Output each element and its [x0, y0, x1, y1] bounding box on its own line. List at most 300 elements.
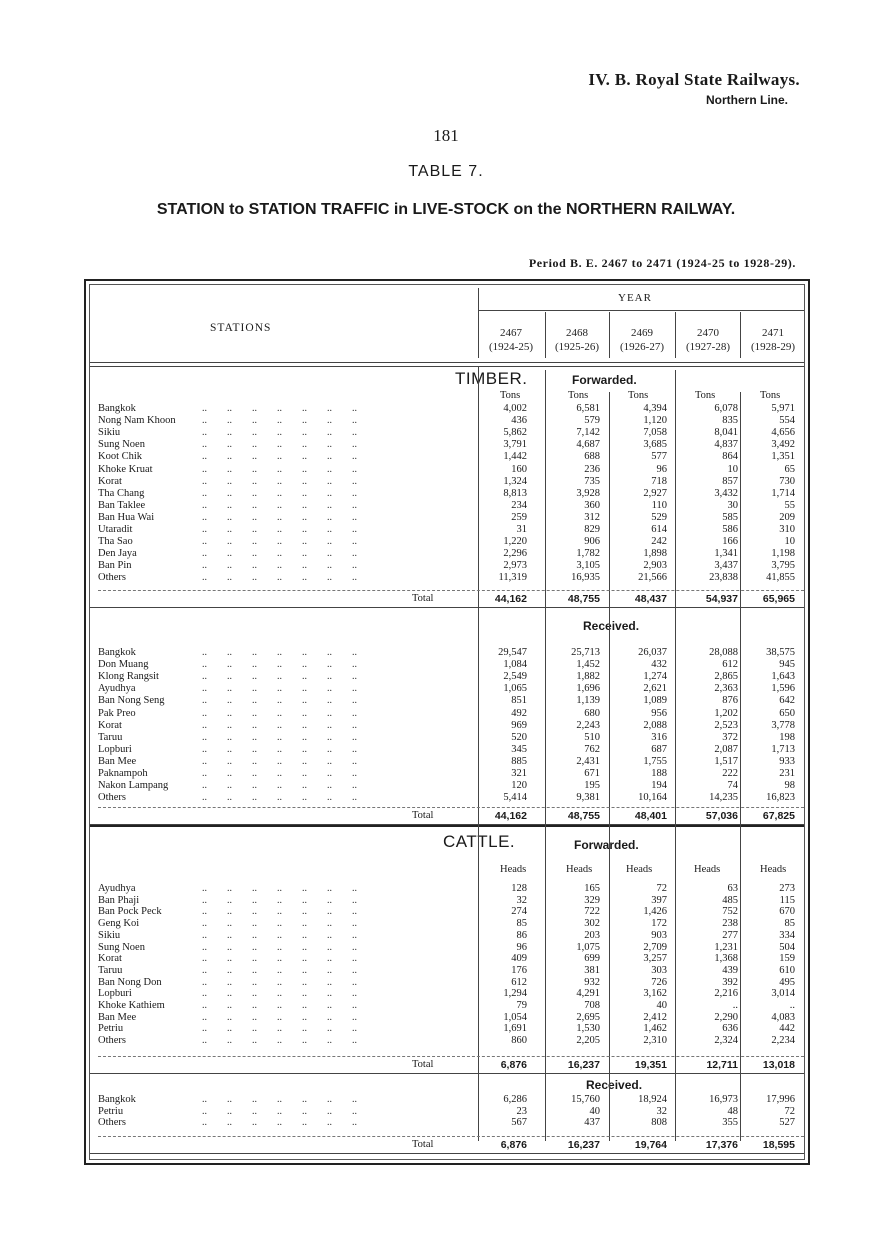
cell-value: 115	[779, 894, 795, 906]
cell-value: 7,058	[643, 427, 667, 439]
cell-value: 4,083	[771, 1011, 795, 1023]
cell-value: 345	[511, 743, 527, 755]
cell-value: 4,291	[576, 988, 600, 1000]
total-value: 48,755	[567, 593, 600, 605]
cell-value: 302	[584, 918, 600, 930]
cell-value: 110	[651, 499, 667, 511]
cell-value: 26,037	[638, 647, 667, 658]
leader-dots: .. .. .. .. .. .. ..	[202, 1117, 357, 1129]
timber-forwarded-row	[0, 427, 892, 439]
station-name: Utaradit	[98, 524, 133, 535]
cell-value: 1,643	[771, 671, 795, 683]
year-col-2468: 2468 (1925-26)	[555, 327, 599, 353]
cell-value: 2,927	[643, 487, 667, 499]
total-rule	[98, 807, 804, 808]
cell-value: 7,142	[576, 427, 600, 439]
year-col-2471: 2471 (1928-29)	[751, 327, 795, 353]
total-value: 44,162	[494, 810, 527, 822]
cell-value: 864	[722, 451, 738, 463]
station-name: Others	[98, 792, 126, 804]
cattle-unit-5: Heads	[760, 864, 787, 875]
cell-value: 2,290	[714, 1011, 738, 1023]
cell-value: ..	[789, 1000, 795, 1011]
leader-dots: .. .. .. .. .. .. ..	[202, 487, 357, 499]
timber-unit-2: Tons	[568, 390, 589, 401]
cattle-forwarded-row	[0, 1012, 892, 1024]
cattle-forwarded-row	[0, 906, 892, 918]
cell-value: 41,855	[766, 572, 795, 584]
cell-value: 372	[722, 731, 738, 743]
cell-value: 3,791	[503, 439, 527, 451]
timber-received-row	[0, 744, 892, 756]
cell-value: 3,162	[643, 988, 667, 1000]
cell-value: 32	[516, 894, 527, 906]
cell-value: 74	[727, 780, 738, 792]
cell-value: 96	[516, 941, 527, 953]
cattle-received-total-row	[0, 1139, 892, 1151]
timber-forwarded-row	[0, 512, 892, 524]
cell-value: 392	[722, 976, 738, 988]
total-value: 48,755	[567, 810, 600, 822]
cell-value: 1,713	[771, 743, 795, 755]
cell-value: 10	[727, 463, 738, 475]
cell-value: 585	[722, 511, 738, 523]
cell-value: 310	[779, 524, 795, 535]
leader-dots: .. .. .. .. .. .. ..	[202, 683, 357, 695]
cell-value: 726	[651, 976, 667, 988]
cell-value: 1,691	[503, 1023, 527, 1035]
cell-value: 16,823	[766, 792, 795, 804]
cell-value: 334	[779, 929, 795, 941]
cell-value: 1,341	[714, 548, 738, 560]
cell-value: 234	[511, 499, 527, 511]
cell-value: 2,243	[576, 719, 600, 731]
cell-value: 680	[584, 707, 600, 719]
cell-value: 3,105	[576, 560, 600, 572]
total-rule	[98, 1056, 804, 1057]
year-col-2467: 2467 (1924-25)	[489, 327, 533, 353]
cell-value: 3,432	[714, 487, 738, 499]
cell-value: 48	[727, 1105, 738, 1117]
station-name: Others	[98, 1117, 126, 1129]
timber-received-row	[0, 780, 892, 792]
cell-value: 23,838	[709, 572, 738, 584]
total-bottom-rule	[90, 607, 804, 608]
leader-dots: .. .. .. .. .. .. ..	[202, 560, 357, 572]
cell-value: ..	[732, 1000, 738, 1011]
year-left-rule	[478, 288, 479, 358]
table-label: TABLE 7.	[408, 163, 484, 180]
cell-value: 969	[511, 719, 527, 731]
cell-value: 439	[722, 964, 738, 976]
station-name: Den Jaya	[98, 548, 137, 560]
cell-value: 2,865	[714, 671, 738, 683]
cell-value: 1,696	[576, 683, 600, 695]
cell-value: 8,813	[503, 487, 527, 499]
station-name: Others	[98, 572, 126, 584]
leader-dots: .. .. .. .. .. .. ..	[202, 906, 357, 918]
cell-value: 2,621	[643, 683, 667, 695]
total-value: 48,437	[634, 593, 667, 605]
cell-value: 5,971	[771, 403, 795, 414]
cell-value: 195	[584, 780, 600, 792]
cell-value: 1,065	[503, 683, 527, 695]
year-col-2470: 2470 (1927-28)	[686, 327, 730, 353]
cell-value: 5,414	[503, 792, 527, 804]
cell-value: 1,120	[643, 415, 667, 427]
cell-value: 72	[784, 1105, 795, 1117]
cell-value: 2,205	[576, 1035, 600, 1047]
cell-value: 851	[511, 695, 527, 707]
station-name: Lopburi	[98, 743, 132, 755]
timber-forwarded-row	[0, 572, 892, 584]
page-number: 181	[433, 126, 459, 145]
cell-value: 79	[516, 1000, 527, 1011]
cell-value: 28,088	[709, 647, 738, 658]
cell-value: 274	[511, 906, 527, 918]
leader-dots: .. .. .. .. .. .. ..	[202, 976, 357, 988]
cell-value: 1,054	[503, 1011, 527, 1023]
cattle-received-row	[0, 1094, 892, 1106]
timber-forwarded-row	[0, 464, 892, 476]
leader-dots: .. .. .. .. .. .. ..	[202, 475, 357, 487]
year-heading: YEAR	[618, 292, 652, 304]
timber-unit-5: Tons	[760, 390, 781, 401]
station-name: Bangkok	[98, 647, 136, 658]
leader-dots: .. .. .. .. .. .. ..	[202, 403, 357, 414]
timber-unit-1: Tons	[500, 390, 521, 401]
cell-value: 485	[722, 894, 738, 906]
timber-title: TIMBER.	[455, 369, 528, 388]
timber-forwarded-label: Forwarded.	[572, 373, 637, 387]
cell-value: 4,002	[503, 403, 527, 414]
total-value: 18,595	[762, 1139, 795, 1151]
leader-dots: .. .. .. .. .. .. ..	[202, 918, 357, 930]
cell-value: 906	[584, 536, 600, 548]
cell-value: 15,760	[571, 1094, 600, 1105]
cell-value: 612	[722, 659, 738, 671]
station-name: Ayudhya	[98, 883, 136, 894]
cell-value: 259	[511, 511, 527, 523]
leader-dots: .. .. .. .. .. .. ..	[202, 572, 357, 584]
cell-value: 321	[511, 768, 527, 779]
cattle-forwarded-row	[0, 1000, 892, 1012]
total-value: 19,764	[634, 1139, 667, 1151]
cattle-unit-2: Heads	[566, 864, 593, 875]
timber-forwarded-row	[0, 439, 892, 451]
leader-dots: .. .. .. .. .. .. ..	[202, 894, 357, 906]
leader-dots: .. .. .. .. .. .. ..	[202, 780, 357, 792]
leader-dots: .. .. .. .. .. .. ..	[202, 953, 357, 965]
cell-value: 586	[722, 524, 738, 535]
cell-value: 762	[584, 743, 600, 755]
cell-value: 722	[584, 906, 600, 918]
leader-dots: .. .. .. .. .. .. ..	[202, 988, 357, 1000]
timber-received-total-row	[0, 810, 892, 822]
cell-value: 1,198	[771, 548, 795, 560]
stations-heading: STATIONS	[210, 322, 272, 334]
cell-value: 2,216	[714, 988, 738, 1000]
cell-value: 303	[651, 964, 667, 976]
leader-dots: .. .. .. .. .. .. ..	[202, 929, 357, 941]
leader-dots: .. .. .. .. .. .. ..	[202, 964, 357, 976]
cell-value: 4,394	[643, 403, 667, 414]
station-name: Sikiu	[98, 427, 121, 439]
cell-value: 956	[651, 707, 667, 719]
leader-dots: .. .. .. .. .. .. ..	[202, 731, 357, 743]
station-name: Koot Chik	[98, 451, 143, 463]
leader-dots: .. .. .. .. .. .. ..	[202, 511, 357, 523]
timber-forwarded-row	[0, 524, 892, 536]
cell-value: 730	[779, 475, 795, 487]
cell-value: 636	[722, 1023, 738, 1035]
station-name: Paknampoh	[98, 768, 148, 779]
leader-dots: .. .. .. .. .. .. ..	[202, 439, 357, 451]
cell-value: 2,523	[714, 719, 738, 731]
cell-value: 2,973	[503, 560, 527, 572]
station-name: Geng Koi	[98, 918, 140, 930]
cell-value: 1,462	[643, 1023, 667, 1035]
total-value: 12,711	[706, 1059, 738, 1071]
timber-forwarded-row	[0, 560, 892, 572]
leader-dots: .. .. .. .. .. .. ..	[202, 463, 357, 475]
cell-value: 2,296	[503, 548, 527, 560]
station-name: Ayudhya	[98, 683, 136, 695]
cell-value: 242	[651, 536, 667, 548]
timber-unit-3: Tons	[628, 390, 649, 401]
station-name: Petriu	[98, 1023, 124, 1035]
cell-value: 23	[516, 1105, 527, 1117]
cell-value: 236	[584, 463, 600, 475]
cell-value: 2,234	[771, 1035, 795, 1047]
total-value: 6,876	[500, 1139, 527, 1151]
cell-value: 857	[722, 475, 738, 487]
timber-received-row	[0, 708, 892, 720]
cell-value: 1,084	[503, 659, 527, 671]
cell-value: 442	[779, 1023, 795, 1035]
cell-value: 10,164	[638, 792, 667, 804]
cattle-forwarded-row	[0, 965, 892, 977]
cell-value: 688	[584, 451, 600, 463]
cell-value: 16,973	[709, 1094, 738, 1105]
cell-value: 72	[656, 883, 667, 894]
cell-value: 2,363	[714, 683, 738, 695]
cell-value: 8,041	[714, 427, 738, 439]
cell-value: 579	[584, 415, 600, 427]
total-value: 19,351	[634, 1059, 667, 1071]
cell-value: 85	[516, 918, 527, 930]
cell-value: 11,319	[498, 572, 527, 584]
cell-value: 835	[722, 415, 738, 427]
station-name: Ban Pock Peck	[98, 906, 162, 918]
station-name: Korat	[98, 953, 122, 965]
cell-value: 397	[651, 894, 667, 906]
total-bottom-rule	[90, 1153, 804, 1154]
cell-value: 55	[784, 499, 795, 511]
cell-value: 222	[722, 768, 738, 779]
station-name: Korat	[98, 475, 122, 487]
cell-value: 1,231	[714, 941, 738, 953]
cell-value: 3,685	[643, 439, 667, 451]
cell-value: 554	[779, 415, 795, 427]
total-label: Total	[412, 1059, 434, 1070]
station-name: Ban Mee	[98, 1011, 137, 1023]
timber-received-row	[0, 756, 892, 768]
cell-value: 2,324	[714, 1035, 738, 1047]
cell-value: 903	[651, 929, 667, 941]
cell-value: 172	[651, 918, 667, 930]
station-name: Nakon Lampang	[98, 780, 169, 792]
cell-value: 18,924	[638, 1094, 667, 1105]
station-name: Ban Nong Seng	[98, 695, 165, 707]
cell-value: 14,235	[709, 792, 738, 804]
timber-forwarded-row	[0, 476, 892, 488]
cell-value: 687	[651, 743, 667, 755]
station-name: Khoke Kathiem	[98, 1000, 165, 1011]
cattle-forwarded-row	[0, 895, 892, 907]
timber-unit-4: Tons	[695, 390, 716, 401]
cattle-title: CATTLE.	[443, 832, 516, 851]
station-name: Ban Mee	[98, 755, 137, 767]
cattle-forwarded-row	[0, 883, 892, 895]
cell-value: 885	[511, 755, 527, 767]
cell-value: 31	[516, 524, 527, 535]
cell-value: 165	[584, 883, 600, 894]
cell-value: 1,324	[503, 475, 527, 487]
station-name: Klong Rangsit	[98, 671, 159, 683]
station-name: Ban Nong Don	[98, 976, 162, 988]
leader-dots: .. .. .. .. .. .. ..	[202, 755, 357, 767]
cell-value: 492	[511, 707, 527, 719]
cell-value: 1,596	[771, 683, 795, 695]
cell-value: 198	[779, 731, 795, 743]
leader-dots: .. .. .. .. .. .. ..	[202, 647, 357, 658]
timber-forwarded-row	[0, 500, 892, 512]
cell-value: 735	[584, 475, 600, 487]
cell-value: 2,431	[576, 755, 600, 767]
cell-value: 432	[651, 659, 667, 671]
cell-value: 671	[584, 768, 600, 779]
cell-value: 752	[722, 906, 738, 918]
cell-value: 1,426	[643, 906, 667, 918]
cell-value: 504	[779, 941, 795, 953]
station-name: Bangkok	[98, 403, 136, 414]
cell-value: 437	[584, 1117, 600, 1129]
cell-value: 63	[727, 883, 738, 894]
total-value: 57,036	[705, 810, 738, 822]
cell-value: 38,575	[766, 647, 795, 658]
table-title: STATION to STATION TRAFFIC in LIVE-STOCK on the NORTHERN RAILWAY.	[156, 201, 736, 218]
cell-value: 4,837	[714, 439, 738, 451]
cell-value: 329	[584, 894, 600, 906]
cell-value: 808	[651, 1117, 667, 1129]
timber-received-row	[0, 768, 892, 780]
cell-value: 2,310	[643, 1035, 667, 1047]
cell-value: 529	[651, 511, 667, 523]
year-col-2469: 2469 (1926-27)	[620, 327, 664, 353]
station-name: Pak Preo	[98, 707, 136, 719]
cell-value: 238	[722, 918, 738, 930]
timber-received-row	[0, 732, 892, 744]
cattle-forwarded-total-row	[0, 1059, 892, 1071]
cell-value: 32	[656, 1105, 667, 1117]
total-value: 48,401	[634, 810, 667, 822]
cell-value: 3,437	[714, 560, 738, 572]
cell-value: 29,547	[498, 647, 527, 658]
cell-value: 4,687	[576, 439, 600, 451]
cell-value: 3,778	[771, 719, 795, 731]
cell-value: 166	[722, 536, 738, 548]
cell-value: 21,566	[638, 572, 667, 584]
station-name: Ban Phaji	[98, 894, 140, 906]
cell-value: 96	[656, 463, 667, 475]
cell-value: 3,257	[643, 953, 667, 965]
cell-value: 670	[779, 906, 795, 918]
total-label: Total	[412, 1139, 434, 1150]
cell-value: 2,087	[714, 743, 738, 755]
cell-value: 829	[584, 524, 600, 535]
cell-value: 876	[722, 695, 738, 707]
cell-value: 409	[511, 953, 527, 965]
cell-value: 188	[651, 768, 667, 779]
cell-value: 6,581	[576, 403, 600, 414]
cell-value: 1,220	[503, 536, 527, 548]
station-name: Don Muang	[98, 659, 149, 671]
cell-value: 2,549	[503, 671, 527, 683]
cell-value: 128	[511, 883, 527, 894]
cell-value: 160	[511, 463, 527, 475]
cell-value: 381	[584, 964, 600, 976]
leader-dots: .. .. .. .. .. .. ..	[202, 883, 357, 894]
total-rule	[98, 1136, 804, 1137]
cell-value: 1,202	[714, 707, 738, 719]
cell-value: 1,351	[771, 451, 795, 463]
cattle-forwarded-row	[0, 918, 892, 930]
cell-value: 495	[779, 976, 795, 988]
cell-value: 718	[651, 475, 667, 487]
cell-value: 1,782	[576, 548, 600, 560]
station-name: Tha Chang	[98, 487, 145, 499]
cattle-forwarded-row	[0, 942, 892, 954]
cell-value: 650	[779, 707, 795, 719]
timber-forwarded-row	[0, 488, 892, 500]
leader-dots: .. .. .. .. .. .. ..	[202, 1000, 357, 1011]
leader-dots: .. .. .. .. .. .. ..	[202, 499, 357, 511]
cell-value: 25,713	[571, 647, 600, 658]
year-divider	[478, 310, 804, 311]
cell-value: 527	[779, 1117, 795, 1129]
cell-value: 6,286	[503, 1094, 527, 1105]
station-name: Sikiu	[98, 929, 121, 941]
station-name: Sung Noen	[98, 439, 145, 451]
timber-received-row	[0, 647, 892, 659]
leader-dots: .. .. .. .. .. .. ..	[202, 659, 357, 671]
total-value: 17,376	[705, 1139, 738, 1151]
cattle-unit-1: Heads	[500, 864, 527, 875]
cell-value: 1,898	[643, 548, 667, 560]
cell-value: 360	[584, 499, 600, 511]
timber-received-row	[0, 659, 892, 671]
cattle-unit-3: Heads	[626, 864, 653, 875]
station-name: Taruu	[98, 731, 123, 743]
cell-value: 1,139	[576, 695, 600, 707]
station-name: Sung Noen	[98, 941, 145, 953]
cattle-received-row	[0, 1106, 892, 1118]
leader-dots: .. .. .. .. .. .. ..	[202, 415, 357, 427]
timber-received-row	[0, 792, 892, 804]
cell-value: 932	[584, 976, 600, 988]
cell-value: 520	[511, 731, 527, 743]
